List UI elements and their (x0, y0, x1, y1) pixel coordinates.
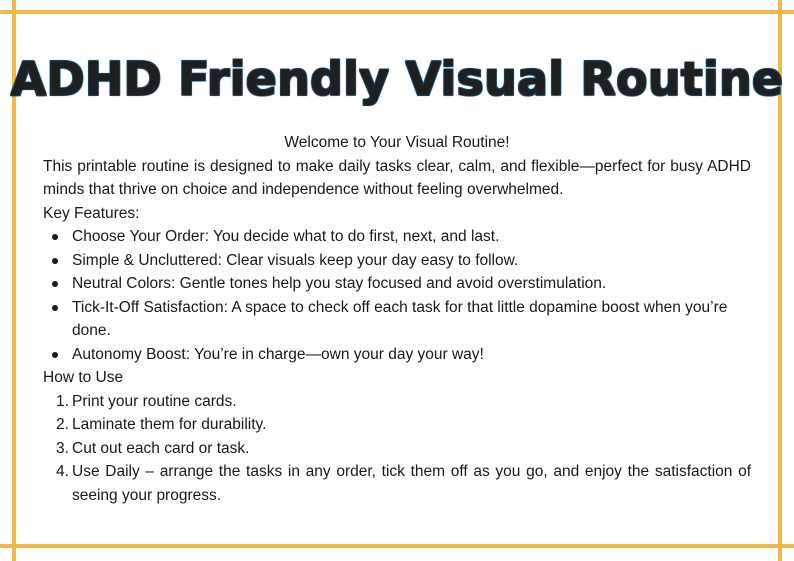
step-text: Use Daily – arrange the tasks in any order, tick them off as you go, and enjoy the satisfaction of seeing your progress. (72, 463, 751, 504)
features-list (43, 225, 751, 366)
list-item (56, 390, 751, 414)
list-item: Autonomy Boost: You’re in charge—own your day your way! (72, 343, 751, 367)
document-body (43, 131, 751, 507)
list-item (56, 413, 751, 437)
list-item: Choose Your Order: You decide what to do first, next, and last. (72, 225, 751, 249)
step-text: Cut out each card or task. (72, 439, 250, 457)
list-item: Simple & Uncluttered: Clear visuals keep your day easy to follow. (72, 249, 751, 273)
steps-list (43, 390, 751, 508)
intro-paragraph: This printable routine is designed to make daily tasks clear, calm, and flexible—perfect for busy ADHD minds that thrive on choice and independence without feeling overwhelmed. (43, 157, 751, 198)
features-heading: Key Features: (43, 204, 140, 222)
step-text: Print your routine cards. (72, 392, 237, 410)
step-number: 2. (56, 416, 69, 433)
list-item: Neutral Colors: Gentle tones help you stay focused and avoid overstimulation. (72, 272, 751, 296)
list-item: Tick-It-Off Satisfaction: A space to check off each task for that little dopamine boost when you’re done. (72, 296, 751, 343)
how-to-use-heading: How to Use (43, 369, 124, 386)
list-item (56, 460, 751, 507)
step-number: 1. (56, 392, 69, 410)
frame-top-border (0, 10, 794, 14)
step-number: 3. (56, 439, 69, 457)
step-number: 4. (56, 463, 69, 480)
page-title: ADHD Friendly Visual Routine (10, 52, 784, 106)
welcome-heading: Welcome to Your Visual Routine! (284, 134, 510, 151)
frame-bottom-border (0, 544, 794, 548)
list-item (56, 437, 751, 461)
step-text: Laminate them for durability. (72, 416, 267, 433)
